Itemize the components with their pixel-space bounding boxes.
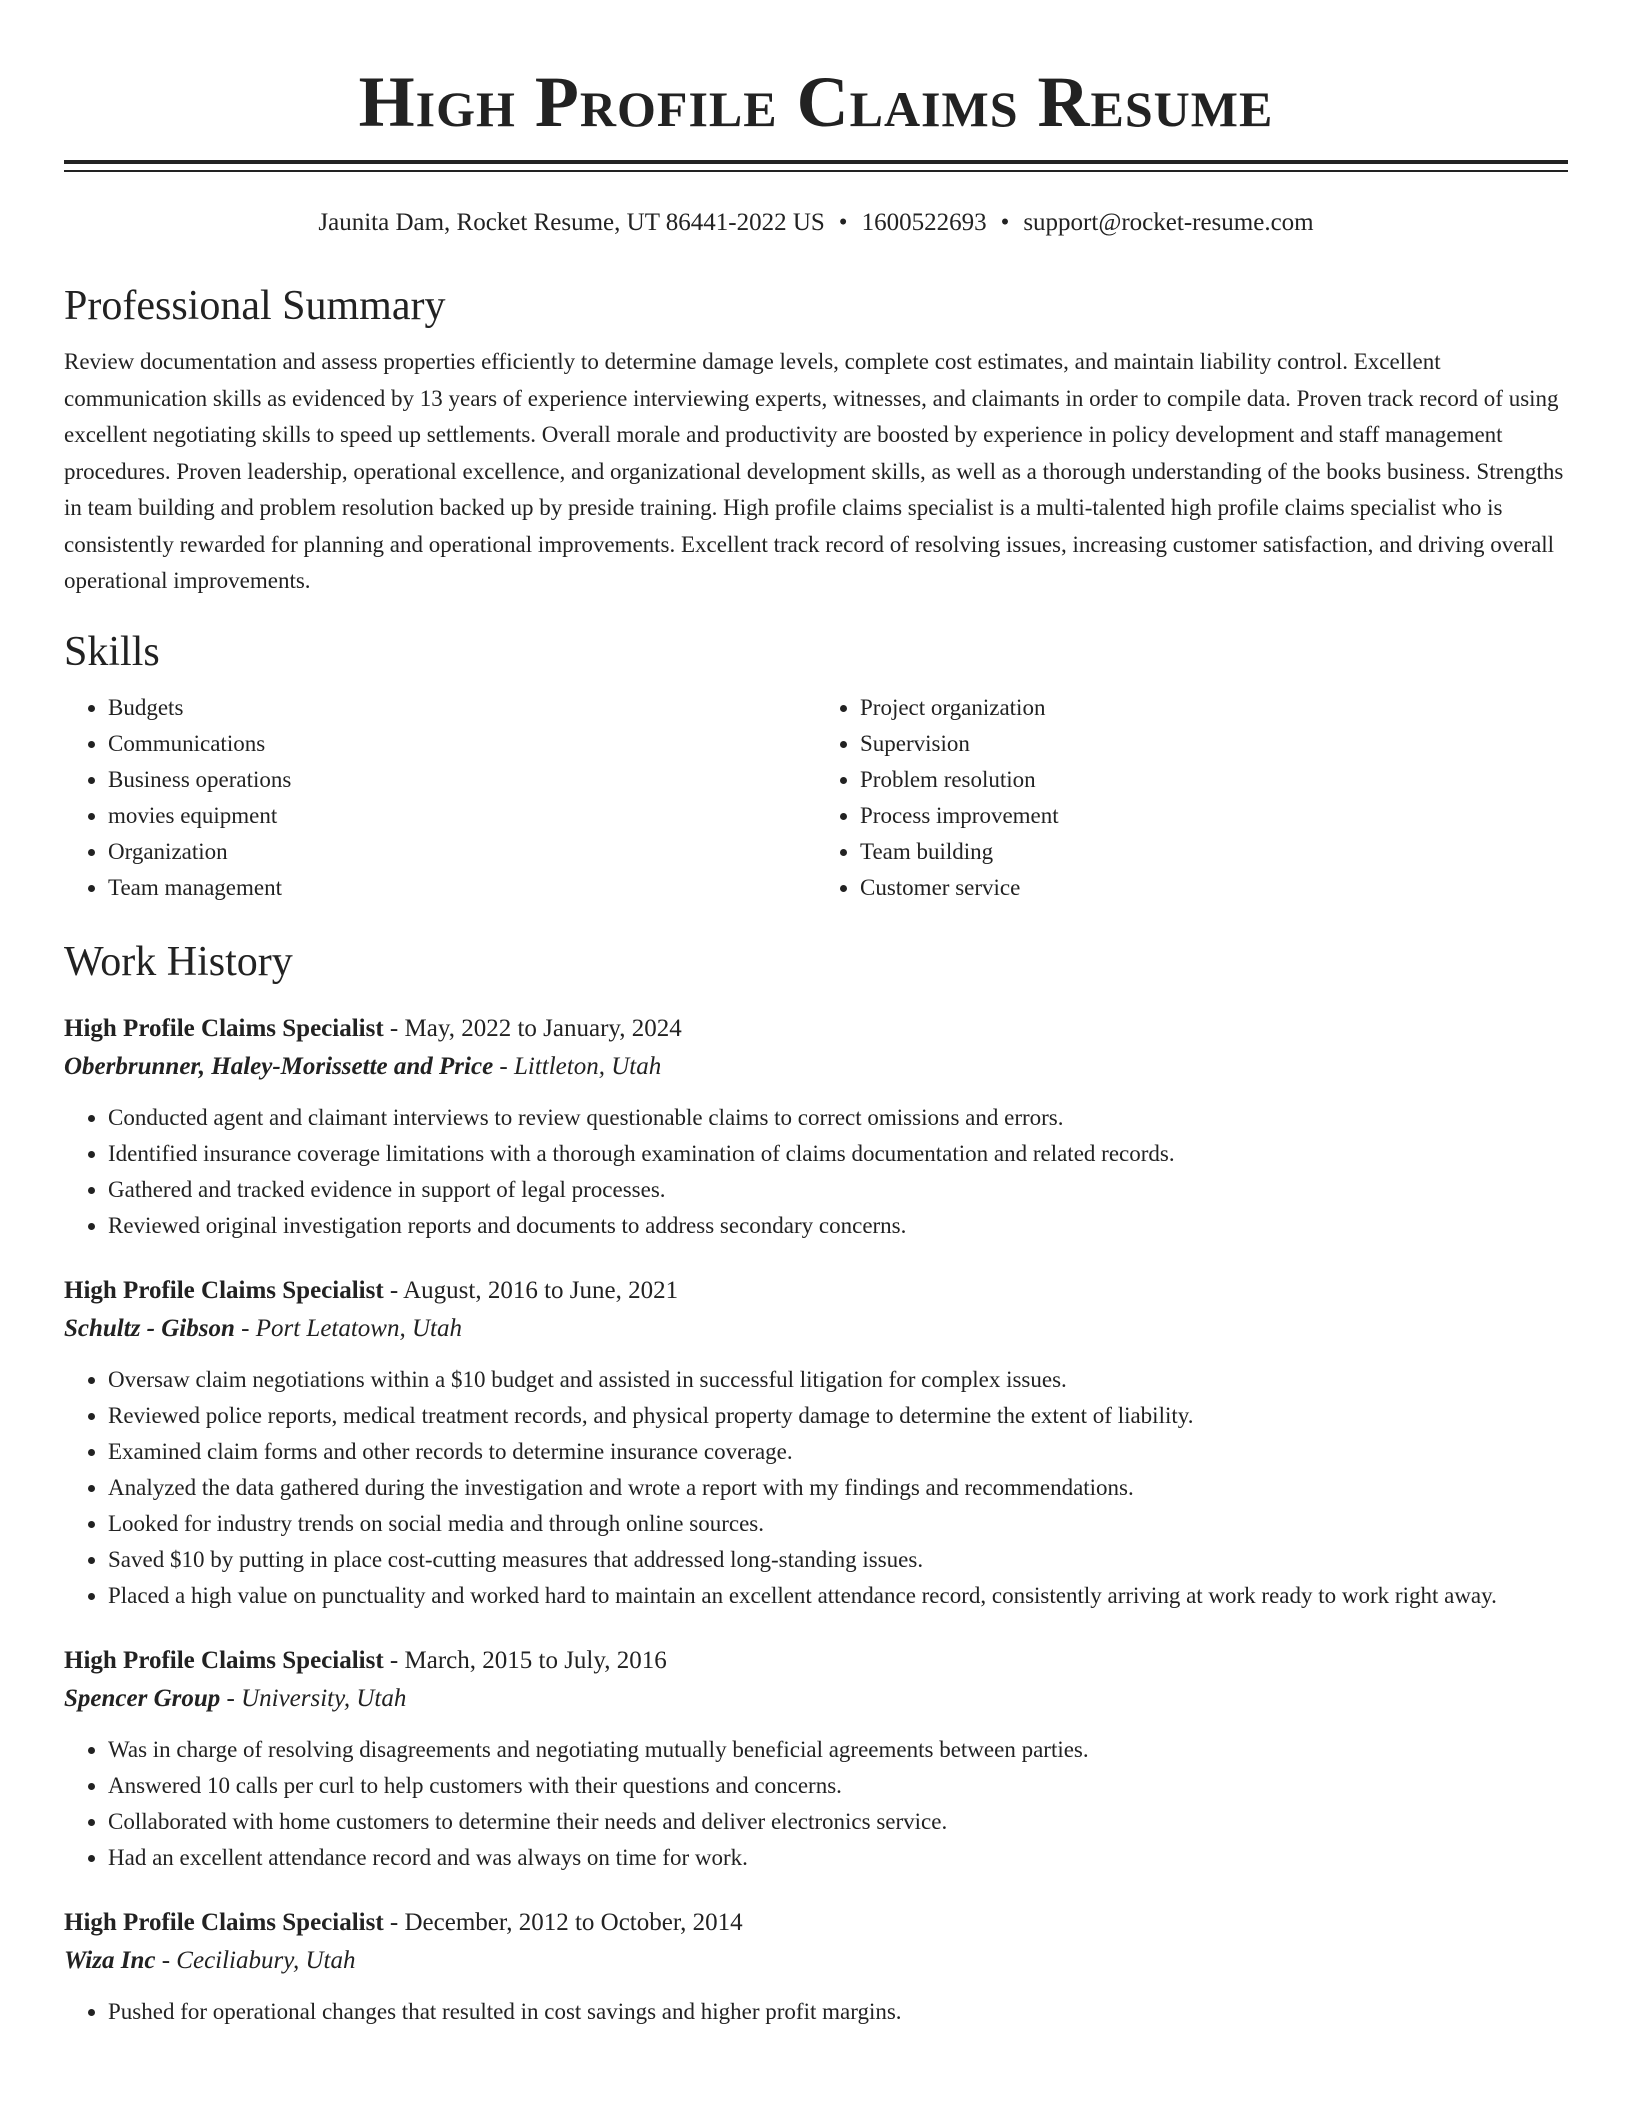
job-title-line [64,1272,1568,1310]
job-bullets [64,1994,1568,2030]
job-bullets [64,1362,1568,1614]
job-dates: - August, 2016 to June, 2021 [383,1276,679,1304]
title-divider-thick [64,160,1568,164]
job-bullet: • Identified insurance coverage limitations with a thorough examination of claims documentation and related records. [108,1136,1568,1172]
skill-item: • Budgets [108,690,816,726]
job-location: - University, Utah [220,1684,407,1712]
job-company-line [64,1942,1568,1980]
skill-item: • Communications [108,726,816,762]
job-bullet: • Reviewed police reports, medical treatment records, and physical property damage to determine the extent of liability. [108,1398,1568,1434]
contact-line [64,206,1568,240]
skills-heading: Skills [64,628,160,675]
skill-item: • Customer service [860,870,1568,906]
job-bullet: • Had an excellent attendance record and was always on time for work. [108,1840,1568,1876]
skill-item: • Supervision [860,726,1568,762]
job-bullets [64,1732,1568,1876]
contact-separator: • [838,209,848,236]
skill-item: • movies equipment [108,798,816,834]
job-entry [64,1904,1568,2030]
job-bullet: • Answered 10 calls per curl to help customers with their questions and concerns. [108,1768,1568,1804]
skill-item: • Process improvement [860,798,1568,834]
job-bullet: • Looked for industry trends on social media and through online sources. [108,1506,1568,1542]
job-bullet: • Placed a high value on punctuality and worked hard to maintain an excellent attendance record, consistently arriving at work ready to work right away. [108,1578,1568,1614]
work-history-heading: Work History [64,938,293,985]
job-entry [64,1010,1568,1244]
job-company-line [64,1048,1568,1086]
contact-phone: 1600522693 [861,209,987,236]
job-bullet: • Reviewed original investigation reports and documents to address secondary concerns. [108,1208,1568,1244]
job-company: Spencer Group [64,1684,221,1712]
job-bullet: • Collaborated with home customers to determine their needs and deliver electronics service. [108,1804,1568,1840]
job-entry [64,1272,1568,1614]
job-bullets [64,1100,1568,1244]
job-role: High Profile Claims Specialist [64,1014,384,1042]
skill-item: • Team building [860,834,1568,870]
resume-title: High Profile Claims Resume [358,62,1274,142]
job-entry [64,1642,1568,1876]
job-bullet: • Saved $10 by putting in place cost-cutting measures that addressed long-standing issues. [108,1542,1568,1578]
job-title-line [64,1642,1568,1680]
job-company-line [64,1680,1568,1718]
contact-separator: • [1000,209,1010,236]
job-dates: - December, 2012 to October, 2014 [383,1908,743,1936]
summary-text: Review documentation and assess properties efficiently to determine damage levels, complete cost estimates, and maintain liability control. Excellent communication skills as evidenced by 13 years of experience interviewing experts, witnesses, and claimants in order to compile data. Proven track record of using excellent negotiating skills to speed up settlements. Overall morale and productivity are boosted by experience in policy development and staff management procedures. Proven leadership, operational excellence, and organizational development skills, as well as a thorough understanding of the books business. Strengths in team building and problem resolution backed up by preside training. High profile claims specialist is a multi-talented high profile claims specialist who is consistently rewarded for planning and operational improvements. Excellent track record of resolving issues, increasing customer satisfaction, and driving overall operational improvements. [64,349,1564,593]
skill-item: • Organization [108,834,816,870]
job-bullet: • Examined claim forms and other records to determine insurance coverage. [108,1434,1568,1470]
contact-address: Jaunita Dam, Rocket Resume, UT 86441-2022 US [318,209,825,236]
job-title-line [64,1010,1568,1048]
job-title-line [64,1904,1568,1942]
job-bullet: • Was in charge of resolving disagreements and negotiating mutually beneficial agreements between parties. [108,1732,1568,1768]
job-company: Schultz - Gibson [64,1314,235,1342]
skills-list-left [64,690,816,906]
job-role: High Profile Claims Specialist [64,1276,384,1304]
job-location: - Port Letatown, Utah [234,1314,462,1342]
job-bullet: • Conducted agent and claimant interviews to review questionable claims to correct omissions and errors. [108,1100,1568,1136]
job-company-line [64,1310,1568,1348]
skills-list-right [816,690,1568,906]
skill-item: • Problem resolution [860,762,1568,798]
job-bullet: • Analyzed the data gathered during the investigation and wrote a report with my findings and recommendations. [108,1470,1568,1506]
skill-item: • Business operations [108,762,816,798]
contact-email: support@rocket-resume.com [1023,209,1314,236]
job-company: Wiza Inc [64,1946,156,1974]
job-bullet: • Pushed for operational changes that resulted in cost savings and higher profit margins. [108,1994,1568,2030]
job-location: - Ceciliabury, Utah [155,1946,356,1974]
title-divider-thin [64,170,1568,172]
skill-item: • Team management [108,870,816,906]
job-bullet: • Oversaw claim negotiations within a $10 budget and assisted in successful litigation for complex issues. [108,1362,1568,1398]
resume-page [64,0,1568,2030]
summary-heading: Professional Summary [64,283,446,329]
job-company: Oberbrunner, Haley-Morissette and Price [64,1052,494,1080]
job-role: High Profile Claims Specialist [64,1908,384,1936]
skill-item: • Project organization [860,690,1568,726]
skills-columns [64,690,1568,906]
job-dates: - March, 2015 to July, 2016 [383,1646,667,1674]
job-role: High Profile Claims Specialist [64,1646,384,1674]
job-bullet: • Gathered and tracked evidence in support of legal processes. [108,1172,1568,1208]
job-location: - Littleton, Utah [493,1052,662,1080]
job-dates: - May, 2022 to January, 2024 [383,1014,682,1042]
